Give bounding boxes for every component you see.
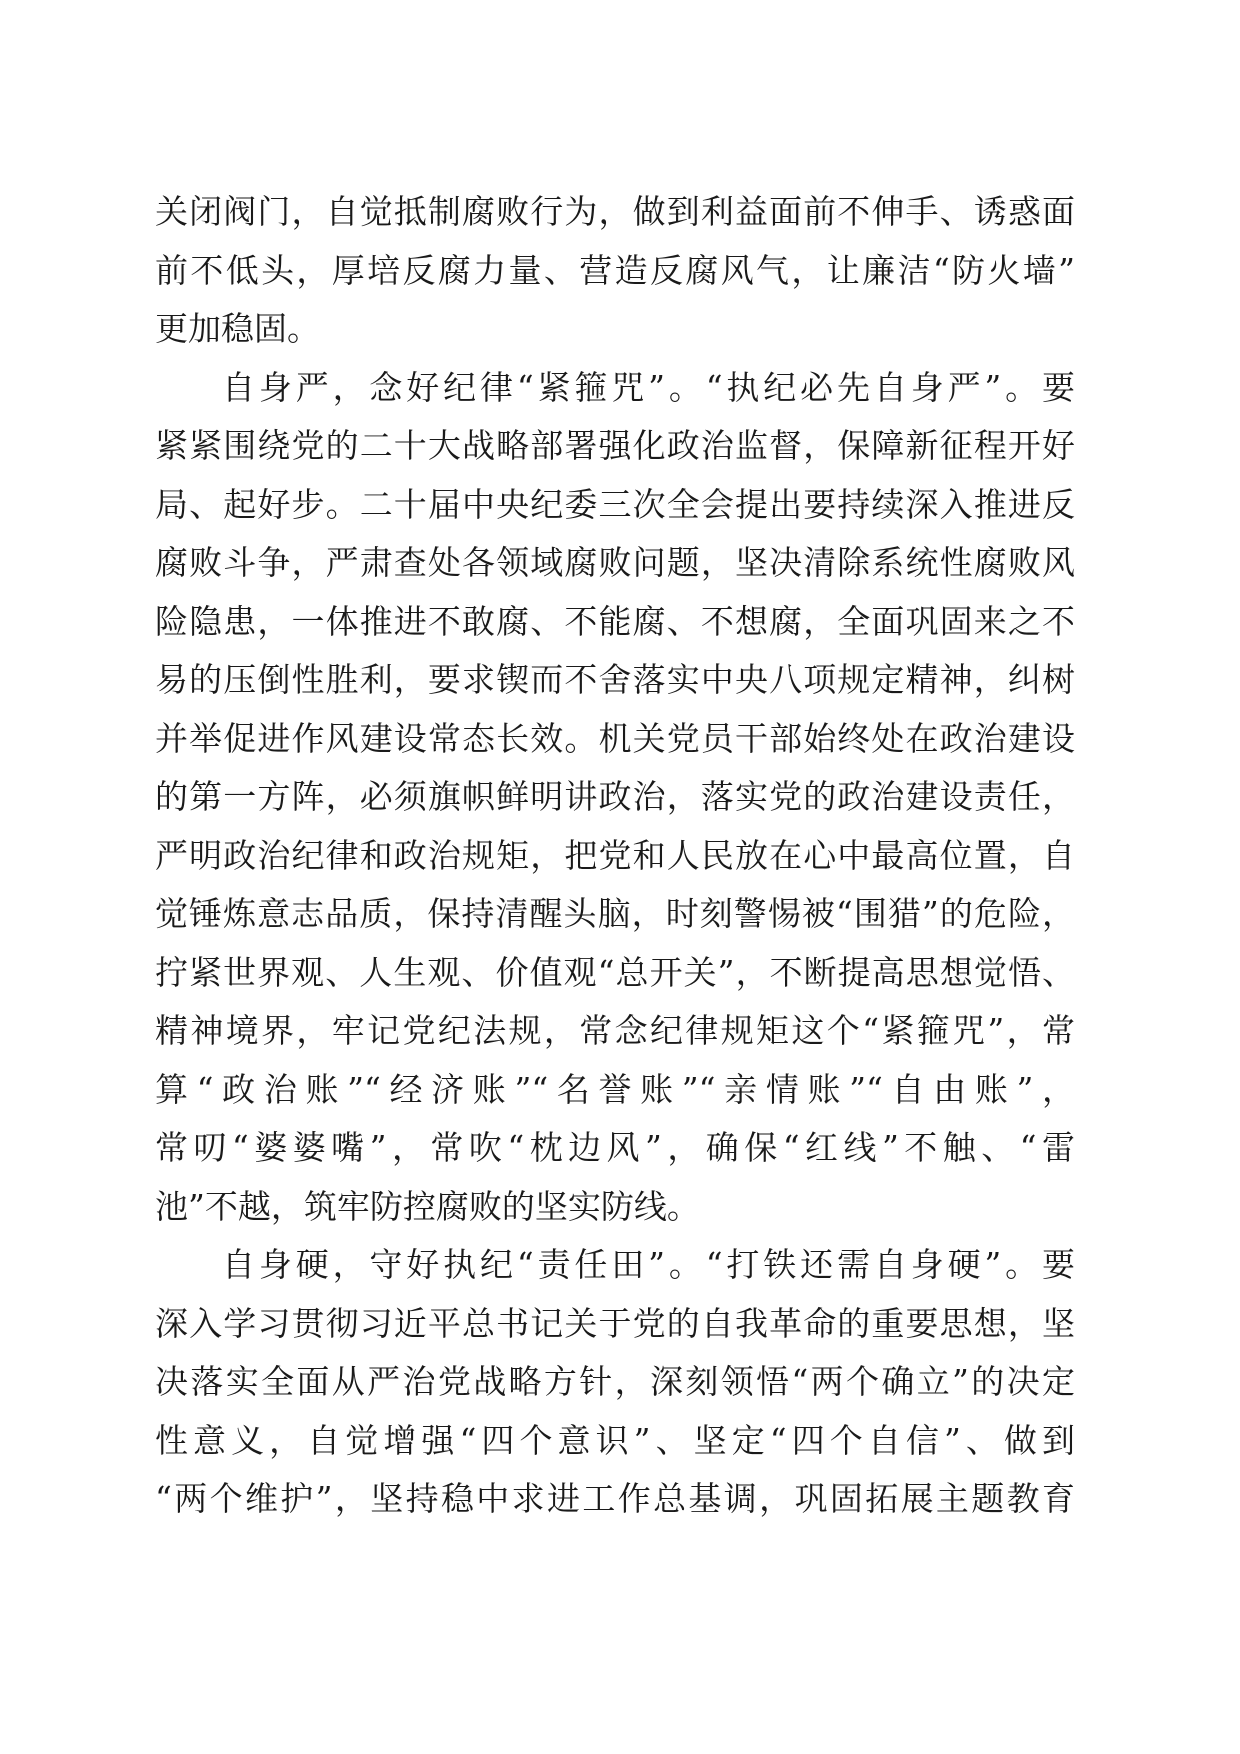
paragraph-2-line-12: 精神境界，牢记党纪法规，常念纪律规矩这个“紧箍咒”，常 xyxy=(155,1011,1075,1050)
paragraph-2-line-7: 并举促进作风建设常态长效。机关党员干部始终处在政治建设 xyxy=(155,718,1075,758)
paragraph-3-line-1: 自身硬，守好执纪“责任田”。“打铁还需自身硬”。要 xyxy=(222,1245,1075,1284)
paragraph-2-line-1: 自身严，念好纪律“紧箍咒”。“执纪必先自身严”。要 xyxy=(222,367,1075,407)
paragraph-2-line-2: 紧紧围绕党的二十大战略部署强化政治监督，保障新征程开好 xyxy=(155,426,1075,465)
paragraph-3-line-4: 性意义，自觉增强“四个意识”、坚定“四个自信”、做到 xyxy=(155,1420,1075,1460)
paragraph-2-line-5: 险隐患，一体推进不敢腐、不能腐、不想腐，全面巩固来之不 xyxy=(155,601,1075,641)
paragraph-2-line-14: 常叨“婆婆嘴”，常吹“枕边风”，确保“红线”不触、“雷 xyxy=(155,1128,1075,1167)
paragraph-1-line-3: 更加稳固。 xyxy=(155,309,320,348)
paragraph-1-line-1: 关闭阀门，自觉抵制腐败行为，做到利益面前不伸手、诱惑面 xyxy=(155,192,1075,231)
paragraph-2-line-10: 觉锤炼意志品质，保持清醒头脑，时刻警惕被“围猎”的危险， xyxy=(155,894,1075,933)
paragraph-2-line-11: 拧紧世界观、人生观、价值观“总开关”，不断提高思想觉悟、 xyxy=(155,952,1075,992)
paragraph-2-line-6: 易的压倒性胜利，要求锲而不舍落实中央八项规定精神，纠树 xyxy=(155,660,1075,699)
paragraph-3-line-2: 深入学习贯彻习近平总书记关于党的自我革命的重要思想，坚 xyxy=(155,1303,1075,1343)
paragraph-2-line-13: 算“政治账”“经济账”“名誉账”“亲情账”“自由账”， xyxy=(155,1069,1075,1109)
paragraph-3-line-5: “两个维护”，坚持稳中求进工作总基调，巩固拓展主题教育 xyxy=(155,1479,1075,1518)
paragraph-2-line-8: 的第一方阵，必须旗帜鲜明讲政治，落实党的政治建设责任， xyxy=(155,777,1075,816)
paragraph-2-line-15: 池”不越，筑牢防控腐败的坚实防线。 xyxy=(155,1186,700,1226)
paragraph-1-line-2: 前不低头，厚培反腐力量、营造反腐风气，让廉洁“防火墙” xyxy=(155,250,1075,290)
paragraph-2-line-4: 腐败斗争，严肃查处各领域腐败问题，坚决清除系统性腐败风 xyxy=(155,543,1075,582)
document-body xyxy=(155,183,1075,1529)
paragraph-2-line-9: 严明政治纪律和政治规矩，把党和人民放在心中最高位置，自 xyxy=(155,835,1075,875)
paragraph-3-line-3: 决落实全面从严治党战略方针，深刻领悟“两个确立”的决定 xyxy=(155,1362,1075,1401)
paragraph-2-line-3: 局、起好步。二十届中央纪委三次全会提出要持续深入推进反 xyxy=(155,484,1075,524)
